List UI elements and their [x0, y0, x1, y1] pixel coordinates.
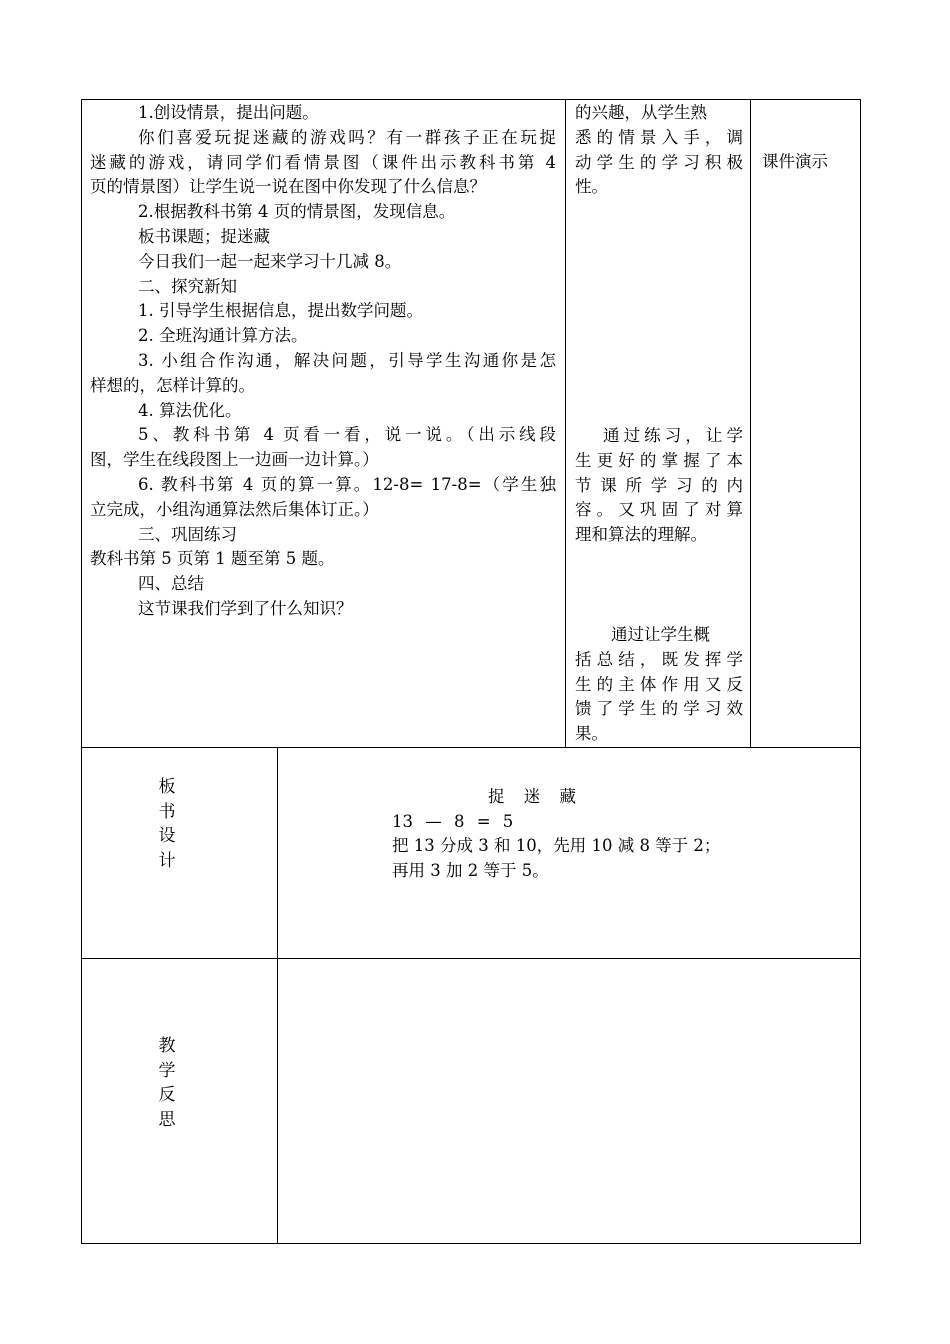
process-line: 6. 教科书第 4 页的算一算。12-8= 17-8=（学生独 [138, 474, 556, 494]
intent-line: 通过练习，让学 [603, 426, 743, 445]
process-line: 二、探究新知 [138, 276, 237, 296]
process-line: 页的情景图）让学生说一说在图中你发现了什么信息？ [90, 177, 486, 197]
label-char: 思 [158, 1109, 176, 1130]
board-equation: 13 — 8 = 5 [392, 812, 514, 831]
label-char: 计 [158, 850, 176, 871]
process-line: 这节课我们学到了什么知识？ [138, 598, 353, 618]
reflection-content [278, 959, 860, 1243]
process-line: 今日我们一起一起来学习十几减 8。 [138, 251, 402, 271]
teaching-process [90, 101, 556, 622]
process-line: 板书课题；捉迷藏 [138, 226, 270, 246]
intent-line: 馈了学生的学习效 [575, 699, 743, 719]
process-line: 1. 引导学生根据信息，提出数学问题。 [138, 301, 423, 321]
intent-line: 容。又巩固了对算 [575, 500, 743, 520]
divider-row-board [81, 747, 861, 748]
intent-line: 性。 [575, 177, 608, 197]
media-cell: 课件演示 [762, 152, 828, 171]
board-explanation-2: 再用 3 加 2 等于 5。 [392, 861, 549, 880]
label-char: 板 [158, 777, 176, 797]
process-line: 教科书第 5 页第 1 题至第 5 题。 [90, 549, 335, 569]
process-line: 2. 全班沟通计算方法。 [138, 326, 308, 346]
intent-line: 括总结，既发挥学 [575, 649, 743, 669]
process-line: 立完成，小组沟通算法然后集体订正。） [90, 499, 379, 519]
intent-line: 悉的情景入手，调 [575, 127, 743, 147]
board-title: 捉 迷 藏 [488, 787, 576, 806]
intent-line: 的兴趣，从学生熟 [575, 103, 707, 122]
label-char: 反 [158, 1085, 176, 1105]
intent-line: 理和算法的理解。 [575, 525, 707, 545]
process-line: 三、巩固练习 [138, 524, 237, 544]
process-line: 你们喜爱玩捉迷藏的游戏吗？有一群孩子正在玩捉 [138, 127, 556, 147]
process-line: 1.创设情景，提出问题。 [138, 103, 319, 122]
process-line: 5、教科书第 4 页看一看，说一说。（出示线段 [138, 425, 556, 445]
reflection-label [155, 1034, 179, 1132]
process-line: 图，学生在线段图上一边画一边计算。） [90, 450, 379, 470]
intent-line: 节课所学习的内 [575, 475, 743, 495]
design-intent-summary [575, 623, 743, 747]
board-design-label [155, 775, 179, 873]
board-explanation-1: 把 13 分成 3 和 10，先用 10 减 8 等于 2； [392, 836, 721, 855]
process-line: 2.根据教科书第 4 页的情景图，发现信息。 [138, 202, 456, 222]
intent-line: 生的主体作用又反 [575, 674, 743, 694]
label-char: 设 [158, 826, 176, 846]
process-line: 迷藏的游戏，请同学们看情景图（课件出示教科书第 4 [90, 152, 556, 172]
label-char: 书 [158, 801, 176, 822]
divider-intent-media [750, 99, 751, 748]
process-line: 样想的，怎样计算的。 [90, 375, 255, 395]
process-line: 四、总结 [138, 574, 204, 594]
intent-line: 生更好的掌握了本 [575, 450, 743, 470]
divider-process-intent [565, 99, 566, 748]
intent-line: 果。 [575, 724, 608, 744]
intent-line: 动学生的学习积极 [575, 152, 743, 172]
label-char: 教 [158, 1036, 176, 1056]
intent-line: 通过让学生概 [611, 625, 710, 644]
process-line: 3. 小组合作沟通，解决问题，引导学生沟通你是怎 [138, 350, 556, 370]
process-line: 4. 算法优化。 [138, 400, 242, 420]
design-intent-top [575, 101, 743, 200]
design-intent-practice [575, 424, 743, 548]
label-char: 学 [158, 1060, 176, 1081]
